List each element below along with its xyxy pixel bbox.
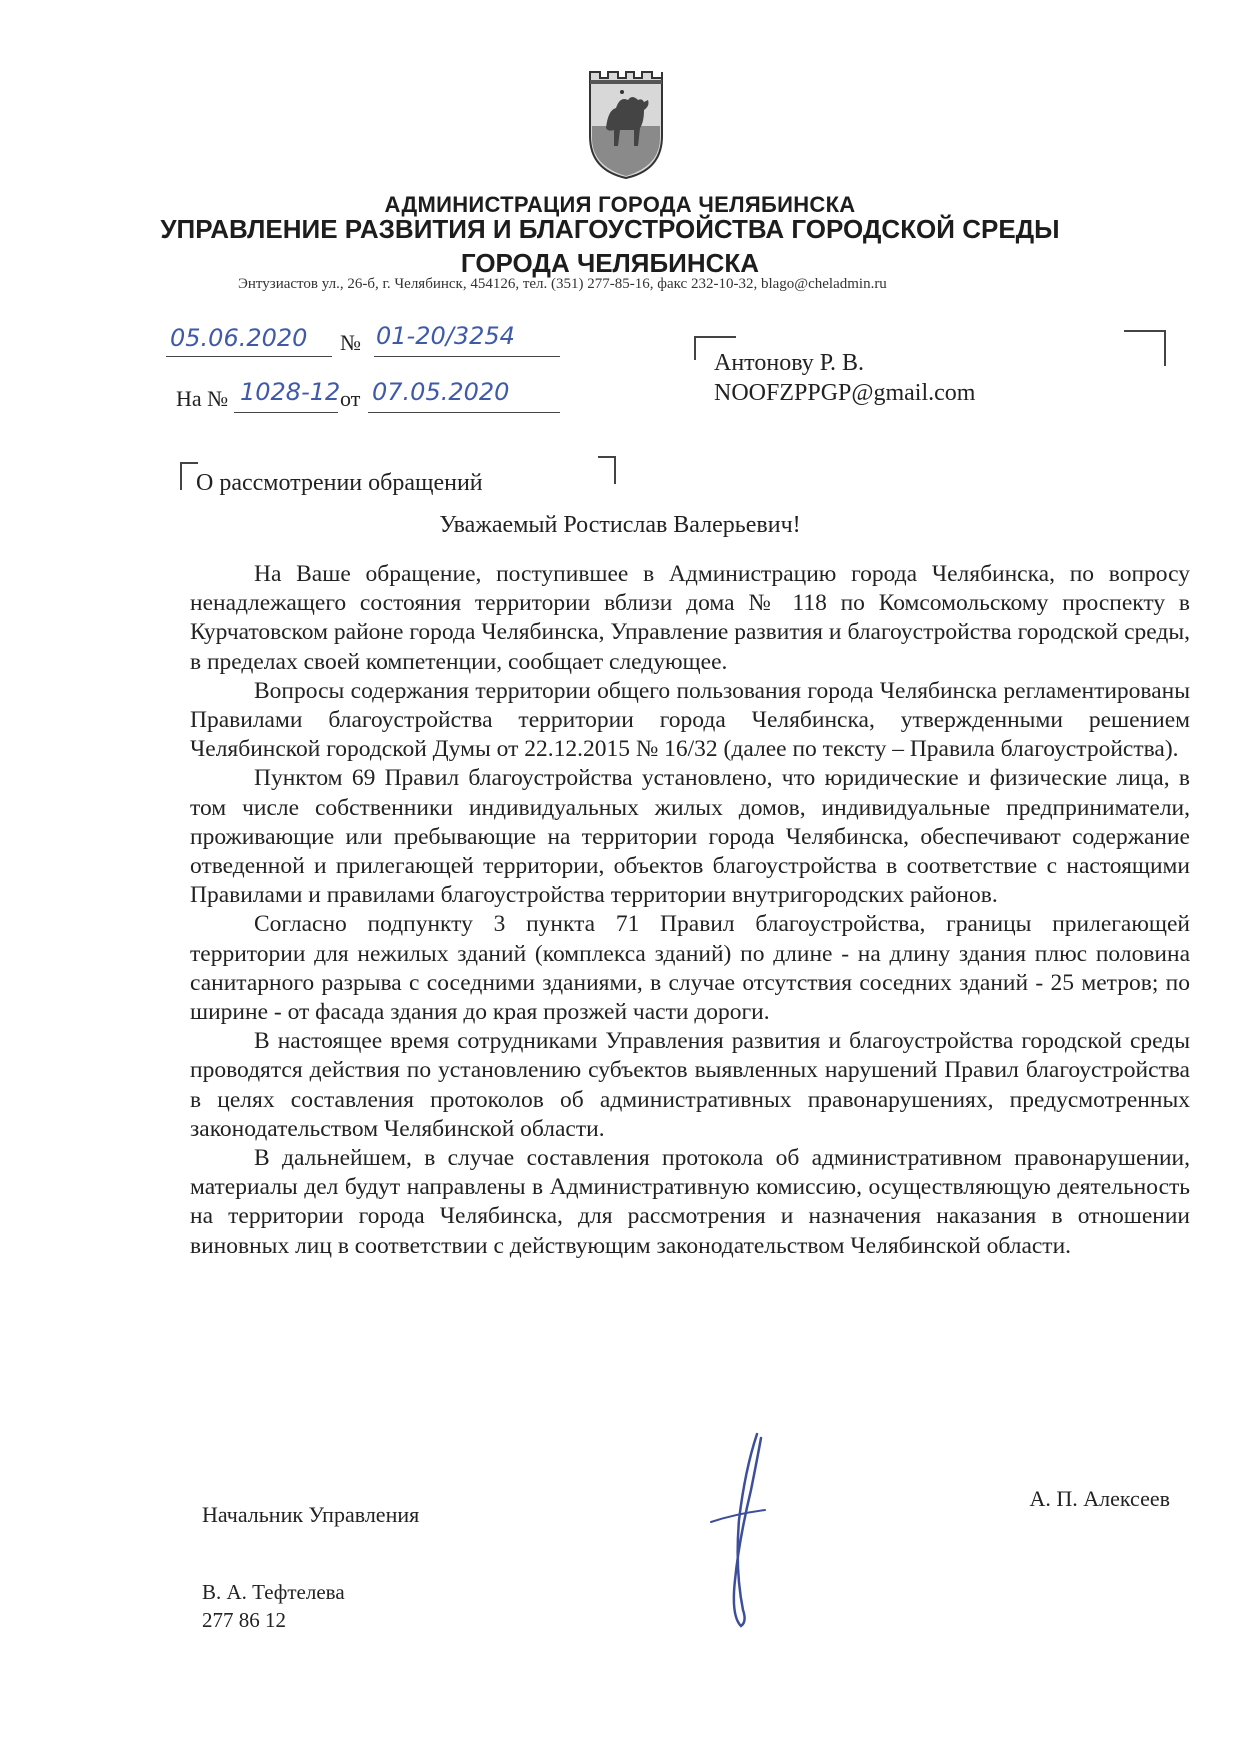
org-name-line3: ГОРОДА ЧЕЛЯБИНСКА	[460, 248, 760, 278]
body-paragraph: На Ваше обращение, поступившее в Администрацию города Челябинска, по вопросу ненадлежащего состояния территории вблизи дома № 118 по Комсомольскому проспекту в Курчатовском районе города Челябинска, Управление развития и благоустройства городской среды, в пределах своей компетенции, сообщает следующее.	[190, 561, 1190, 675]
recipient-bracket-right	[1124, 330, 1166, 366]
outgoing-date: 05.06.2020	[170, 324, 308, 352]
body-paragraph: Согласно подпункту 3 пункта 71 Правил благоустройства, границы прилегающей территории для нежилых зданий (комплекса зданий) по длине - на длину здания плюс половина санитарного разрыва с соседними зданиями, в случае отсутствия соседних зданий - 25 метров; по ширине - от фасада здания до края прозжей части дороги.	[190, 911, 1190, 1026]
org-address: Энтузиастов ул., 26-б, г. Челябинск, 454126, тел. (351) 277-85-16, факс 232-10-32, blago@cheladmin.ru	[238, 276, 887, 292]
body-paragraph: В настоящее время сотрудниками Управления развития и благоустройства городской среды проводятся действия по установлению субъектов выявленных нарушений Правил благоустройства в целях составления протоколов об административных правонарушениях, предусмотренных законодательством Челябинской области.	[190, 1028, 1190, 1142]
executor-name: В. А. Тефтелева	[202, 1580, 345, 1604]
subject-bracket-right	[598, 456, 616, 484]
greeting: Уважаемый Ростислав Валерьевич!	[439, 512, 801, 538]
outgoing-number: 01-20/3254	[376, 322, 515, 350]
executor-block	[202, 1578, 345, 1634]
reply-number: 1028-12	[240, 378, 341, 406]
city-coat-of-arms-icon	[586, 66, 666, 180]
recipient-block	[714, 348, 975, 408]
reply-date: 07.05.2020	[372, 378, 510, 406]
body-paragraph: В дальнейшем, в случае составления протокола об административном правонарушении, материалы дел будут направлены в Административную комиссию, осуществляющую деятельность на территории города Челябинска, для рассмотрения и назначения наказания в отношении виновных лиц в соответствии с действующим законодательством Челябинской области.	[190, 1145, 1190, 1259]
number-label: №	[340, 330, 361, 355]
body-paragraph: Пунктом 69 Правил благоустройства установлено, что юридические и физические лица, в том числе собственники индивидуальных жилых домов, индивидуальные предприниматели, проживающие или пребывающие на территории города Челябинска, обеспечивают содержание отведенной и прилегающей территории, объектов благоустройства в соответствие с настоящими Правилами и правилами благоустройства территории внутригородских районов.	[190, 765, 1190, 909]
signatory-position: Начальник Управления	[202, 1502, 420, 1527]
handwritten-signature	[705, 1430, 775, 1630]
letter-body	[190, 560, 1190, 1261]
org-name-line1: АДМИНИСТРАЦИЯ ГОРОДА ЧЕЛЯБИНСКА	[384, 192, 856, 217]
body-paragraph: Вопросы содержания территории общего пользования города Челябинска регламентированы Правилами благоустройства территории города Челябинска, утвержденными решением Челябинской городской Думы от 22.12.2015 № 16/32 (далее по тексту – Правила благоустройства).	[190, 677, 1190, 763]
reply-from-label: от	[340, 386, 361, 411]
executor-phone: 277 86 12	[202, 1608, 286, 1632]
reply-label: На №	[176, 386, 229, 411]
recipient-email: NOOFZPPGP@gmail.com	[714, 380, 976, 406]
letter-subject: О рассмотрении обращений	[196, 470, 483, 496]
org-name-line2: УПРАВЛЕНИЕ РАЗВИТИЯ И БЛАГОУСТРОЙСТВА ГОРОДСКОЙ СРЕДЫ	[160, 214, 1060, 244]
recipient-name: Антонову Р. В.	[714, 350, 865, 376]
signatory-name: А. П. Алексеев	[1029, 1486, 1170, 1511]
